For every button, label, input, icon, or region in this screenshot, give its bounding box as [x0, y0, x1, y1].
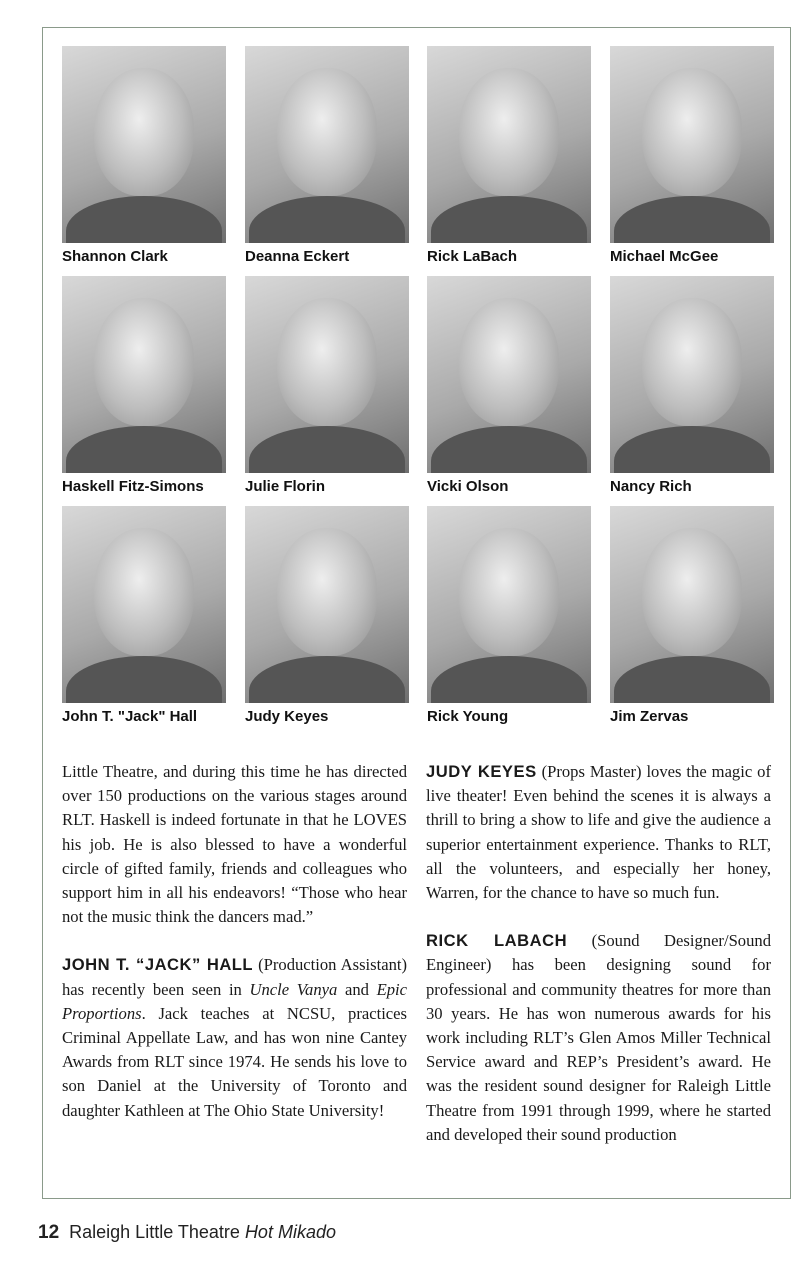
page-footer — [38, 1222, 336, 1244]
page-number: 12 — [38, 1222, 60, 1243]
bio-paragraph: JOHN T. “JACK” HALL (Production Assistant) has recently been seen in Uncle Vanya and Epic Proportions. Jack teaches at NCSU, practices Criminal Appellate Law, and has won nine Cantey Awards from RLT since 1974. He sends his love to son Daniel at the University of Toronto and daughter Kathleen at The Ohio State University! — [62, 955, 407, 1120]
headshot-card — [610, 276, 774, 495]
headshot-card — [62, 46, 226, 265]
headshot-caption: Deanna Eckert — [245, 248, 350, 265]
headshot-photo — [427, 46, 591, 243]
headshot-card — [245, 46, 409, 265]
headshot-card — [245, 506, 409, 725]
headshot-caption: Judy Keyes — [245, 708, 329, 725]
headshot-caption: Jim Zervas — [610, 708, 689, 725]
headshot-card — [62, 276, 226, 495]
headshot-caption: Julie Florin — [245, 478, 326, 495]
headshot-photo — [62, 46, 226, 243]
headshot-caption: Shannon Clark — [62, 248, 168, 265]
headshot-photo — [610, 46, 774, 243]
show-title: Hot Mikado — [244, 1222, 336, 1242]
headshot-caption: Haskell Fitz-Simons — [62, 478, 204, 495]
headshot-photo — [245, 46, 409, 243]
headshot-photo — [610, 506, 774, 703]
play-title: Uncle Vanya — [249, 979, 338, 999]
headshot-card — [427, 506, 591, 725]
headshot-card — [245, 276, 409, 495]
headshot-caption: Michael McGee — [610, 248, 719, 265]
play-title: Epic Proportions — [62, 979, 407, 1023]
headshot-caption: Rick LaBach — [427, 248, 518, 265]
theatre-name: Raleigh Little Theatre — [69, 1222, 240, 1242]
headshot-photo — [62, 276, 226, 473]
bio-paragraph: Little Theatre, and during this time he has directed over 150 productions on the various stages around RLT. Haskell is indeed fortunate in that he LOVES his job. He is also blessed to have a wonderful circle of gifted family, friends and colleagues who support him in all his endeavors! “Those who hear not the music think the dancers mad.” — [62, 762, 407, 927]
bio-name: RICK LABACH — [426, 931, 568, 951]
headshot-caption: Rick Young — [427, 708, 509, 725]
bio-column-left — [62, 760, 407, 1147]
bio-name: JOHN T. “JACK” HALL — [62, 955, 254, 975]
bio-column-right — [426, 760, 771, 1171]
headshot-caption: Vicki Olson — [427, 478, 509, 495]
bio-paragraph: JUDY KEYES (Props Master) loves the magic of live theater! Even behind the scenes it is always a thrill to bring a show to life and give the audience a superior entertainment experience. Thanks to RLT, all the volunteers, and especially her honey, Warren, for the chance to have so much fun. — [426, 762, 771, 903]
headshot-photo — [427, 506, 591, 703]
headshot-photo — [62, 506, 226, 703]
headshot-card — [427, 276, 591, 495]
headshot-photo — [245, 506, 409, 703]
headshot-card — [610, 506, 774, 725]
headshot-caption: John T. "Jack" Hall — [62, 708, 198, 725]
headshot-card — [427, 46, 591, 265]
headshot-photo — [245, 276, 409, 473]
headshot-card — [62, 506, 226, 725]
headshot-photo — [427, 276, 591, 473]
headshot-card — [610, 46, 774, 265]
bio-paragraph: RICK LABACH (Sound Designer/Sound Engineer) has been designing sound for professional and community theatres for more than 30 years. He has won numerous awards for his work including RLT’s Glen Amos Miller Technical Service award and REP’s President’s award. He was the resident sound designer for Raleigh Little Theatre from 1991 through 1999, where he started and developed their sound production — [426, 931, 771, 1144]
bio-name: JUDY KEYES — [426, 762, 537, 781]
headshot-photo — [610, 276, 774, 473]
headshot-caption: Nancy Rich — [610, 478, 692, 495]
